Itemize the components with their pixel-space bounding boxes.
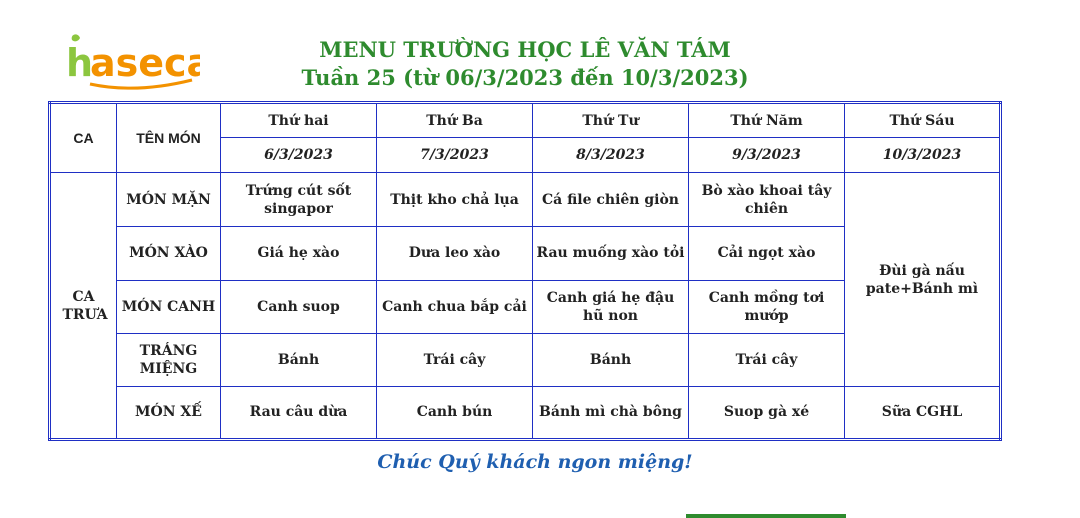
page-title — [300, 36, 750, 92]
day-date: 10/3/2023 — [845, 138, 1001, 173]
food-item: Cải ngọt xào — [689, 227, 845, 280]
food-item: Canh mồng tơi mướp — [689, 280, 845, 333]
ca-label-text: CA TRƯA — [62, 288, 108, 323]
friday-xe: Sữa CGHL — [845, 386, 1001, 439]
haseca-logo — [66, 34, 200, 94]
food-item: Trứng cút sốt singapor — [221, 173, 377, 227]
day-date: 7/3/2023 — [377, 138, 533, 173]
category-label: MÓN XẾ — [117, 386, 221, 439]
day-name: Thứ Tư — [533, 103, 689, 138]
table-row — [50, 386, 1001, 439]
header-ten-mon: TÊN MÓN — [117, 103, 221, 173]
day-date: 6/3/2023 — [221, 138, 377, 173]
svg-text:h: h — [66, 41, 94, 85]
greeting-text: Chúc Quý khách ngon miệng! — [377, 451, 693, 473]
food-item: Trái cây — [377, 333, 533, 386]
food-item: Bò xào khoai tây chiên — [689, 173, 845, 227]
title-line1: MENU TRƯỜNG HỌC LÊ VĂN TÁM — [319, 37, 731, 62]
food-item: Thịt kho chả lụa — [377, 173, 533, 227]
food-item: Rau muống xào tỏi — [533, 227, 689, 280]
logo-graphic — [66, 34, 200, 94]
food-item: Giá hẹ xào — [221, 227, 377, 280]
food-item: Canh giá hẹ đậu hũ non — [533, 280, 689, 333]
footer-divider — [686, 514, 846, 518]
friday-main-text: Đùi gà nấu pate+Bánh mì — [865, 262, 979, 297]
day-date: 8/3/2023 — [533, 138, 689, 173]
food-item: Canh suop — [221, 280, 377, 333]
food-item: Trái cây — [689, 333, 845, 386]
friday-main-dish — [845, 173, 1001, 387]
food-item: Dưa leo xào — [377, 227, 533, 280]
day-name: Thứ Ba — [377, 103, 533, 138]
day-name: Thứ hai — [221, 103, 377, 138]
food-item: Bánh mì chà bông — [533, 386, 689, 439]
food-item: Canh bún — [377, 386, 533, 439]
title-line2: Tuần 25 (từ 06/3/2023 đến 10/3/2023) — [301, 65, 749, 90]
day-date: 9/3/2023 — [689, 138, 845, 173]
category-label: MÓN XÀO — [117, 227, 221, 280]
menu-table — [48, 101, 1002, 441]
day-name: Thứ Năm — [689, 103, 845, 138]
table-row — [50, 103, 1001, 138]
category-label — [117, 333, 221, 386]
category-label-text: TRÁNG MIỆNG — [139, 342, 198, 377]
day-name: Thứ Sáu — [845, 103, 1001, 138]
category-label: MÓN CANH — [117, 280, 221, 333]
svg-text:aseca: aseca — [90, 41, 200, 85]
ca-label — [50, 173, 117, 440]
food-item: Cá file chiên giòn — [533, 173, 689, 227]
food-item: Bánh — [533, 333, 689, 386]
header-ca: CA — [50, 103, 117, 173]
category-label: MÓN MẶN — [117, 173, 221, 227]
food-item: Bánh — [221, 333, 377, 386]
food-item: Rau câu dừa — [221, 386, 377, 439]
food-item: Canh chua bắp cải — [377, 280, 533, 333]
table-row — [50, 173, 1001, 227]
food-item: Suop gà xé — [689, 386, 845, 439]
